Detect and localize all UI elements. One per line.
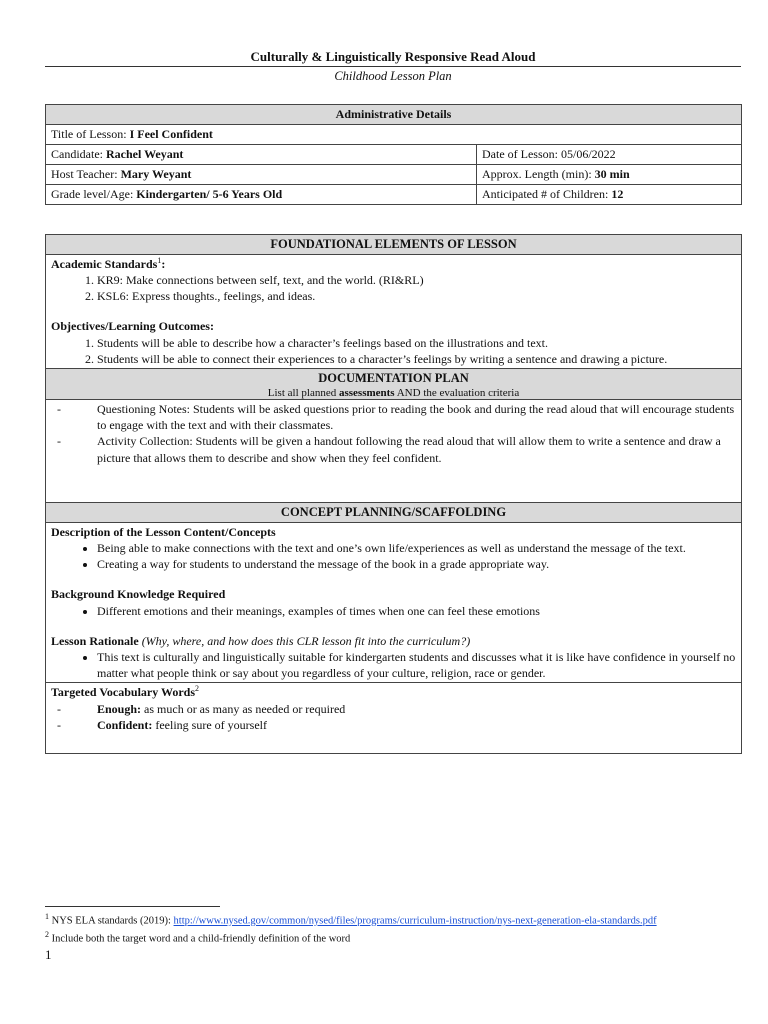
candidate-value: Rachel Weyant	[105, 147, 184, 161]
standards-link[interactable]: http://www.nysed.gov/common/nysed/files/programs/curriculum-instruction/nys-next-generation-ela-standards.pdf	[173, 915, 657, 927]
standards-label: Academic Standards	[51, 256, 158, 271]
description-label: Description of the Lesson Content/Concepts	[51, 524, 276, 539]
page-number: 1	[45, 947, 52, 962]
candidate-label: Candidate:	[51, 147, 103, 161]
list-item	[97, 717, 736, 733]
description-list	[51, 540, 736, 572]
list-item: - Activity Collection: Students will be given a handout following the read aloud that will allow them to write a sentence and draw a picture that allows them to describe and show when they feel confident.	[97, 433, 736, 465]
vocab-word: Enough:	[97, 701, 142, 716]
standards-cell: Academic Standards$^1$: 1. KR9: Make connections between self, text, and the world. (RI&RL) 2. KSL6: Express thoughts., feelings, and ideas. Objectives/Learning Outcomes: 1. Students will be able to describe how a character’s feelings based on the illustrations and text. 2. Students will be able to connect their experiences to a character’s feelings by writing a sentence and drawing a picture.	[46, 254, 742, 368]
footnote-2: $^2$ Include both the target word and a child-friendly definition of the word	[45, 930, 351, 945]
children-cell	[477, 185, 742, 205]
foundational-heading: FOUNDATIONAL ELEMENTS OF LESSON	[46, 235, 742, 255]
length-label: Approx. Length (min):	[482, 167, 592, 181]
list-item: 2. KSL6: Express thoughts., feelings, and ideas.	[97, 288, 736, 304]
standards-list	[51, 272, 736, 304]
foundational-elements-table	[45, 234, 742, 754]
background-label: Background Knowledge Required	[51, 587, 226, 602]
documentation-cell	[46, 399, 742, 502]
host-teacher-cell	[46, 165, 477, 185]
vocab-definition: as much or as many as needed or required	[144, 701, 346, 716]
length-cell	[477, 165, 742, 185]
list-item: • This text is culturally and linguistically suitable for kindergarten students and discusses what it is like have confidence in yourself no matter what people think or say about you regardless of your culture, religion, race or gender.	[97, 649, 736, 681]
objectives-label: Objectives/Learning Outcomes:	[51, 319, 214, 334]
list-item: • Creating a way for students to understand the message of the book in a grade appropriate way.	[97, 556, 736, 572]
date-label: Date of Lesson:	[482, 147, 558, 161]
footnote-divider	[45, 906, 220, 907]
list-item: • Different emotions and their meanings, examples of times when one can feel these emotions	[97, 603, 736, 619]
vocab-word: Confident:	[97, 717, 153, 732]
documentation-heading-cell	[46, 369, 742, 400]
title-value: I Feel Confident	[129, 127, 213, 141]
list-item: 1. Students will be able to describe how a character’s feelings based on the illustrations and text.	[97, 335, 736, 351]
vocabulary-label: Targeted Vocabulary Words	[51, 685, 196, 700]
vocab-definition: feeling sure of yourself	[155, 717, 267, 732]
date-cell	[477, 145, 742, 165]
host-label: Host Teacher:	[51, 167, 118, 181]
grade-value: Kindergarten/ 5-6 Years Old	[136, 187, 283, 201]
documentation-subheading: List all planned assessments AND the evaluation criteria	[267, 386, 520, 399]
background-list	[51, 603, 736, 619]
documentation-heading: DOCUMENTATION PLAN	[318, 371, 469, 385]
length-value: 30 min	[594, 167, 630, 181]
vocabulary-cell	[46, 683, 742, 754]
grade-label: Grade level/Age:	[51, 187, 134, 201]
objectives-list	[51, 335, 736, 367]
rationale-list	[51, 649, 736, 681]
children-label: Anticipated # of Children:	[482, 187, 609, 201]
list-item: - Questioning Notes: Students will be asked questions prior to reading the book and during the read aloud that will encourage students to engage with the text and with their classmates.	[97, 401, 736, 433]
footnote-1: $^1$ NYS ELA standards (2019): http://www.nysed.gov/common/nysed/files/programs/curriculum-instruction/nys-next-generation-ela-standards.pdf	[45, 912, 657, 927]
list-item: 2. Students will be able to connect their experiences to a character’s feelings by writing a sentence and drawing a picture.	[97, 351, 736, 367]
children-value: 12	[611, 187, 624, 201]
list-item	[97, 701, 736, 717]
concept-heading: CONCEPT PLANNING/SCAFFOLDING	[46, 502, 742, 522]
document-title: Culturally & Linguistically Responsive Read Aloud	[250, 49, 536, 64]
rationale-note: (Why, where, and how does this CLR lesson fit into the curriculum?)	[141, 633, 471, 648]
list-item: 1. KR9: Make connections between self, text, and the world. (RI&RL)	[97, 272, 736, 288]
admin-heading: Administrative Details	[46, 105, 742, 125]
title-label: Title of Lesson:	[51, 127, 127, 141]
document-subtitle: Childhood Lesson Plan	[334, 69, 452, 83]
vocabulary-list	[51, 701, 736, 733]
candidate-cell	[46, 145, 477, 165]
vocabulary-footnote-mark: 2	[195, 684, 200, 694]
administrative-details-table	[45, 104, 742, 205]
documentation-list	[51, 401, 736, 466]
concept-cell	[46, 522, 742, 683]
rationale-label: Lesson Rationale	[51, 633, 139, 648]
grade-cell	[46, 185, 477, 205]
title-divider	[45, 66, 741, 67]
host-value: Mary Weyant	[120, 167, 192, 181]
standards-footnote-mark: 1	[157, 255, 162, 265]
date-value: 05/06/2022	[560, 147, 616, 161]
list-item: • Being able to make connections with the text and one’s own life/experiences as well as understand the message of the text.	[97, 540, 736, 556]
title-of-lesson-cell	[46, 125, 742, 145]
